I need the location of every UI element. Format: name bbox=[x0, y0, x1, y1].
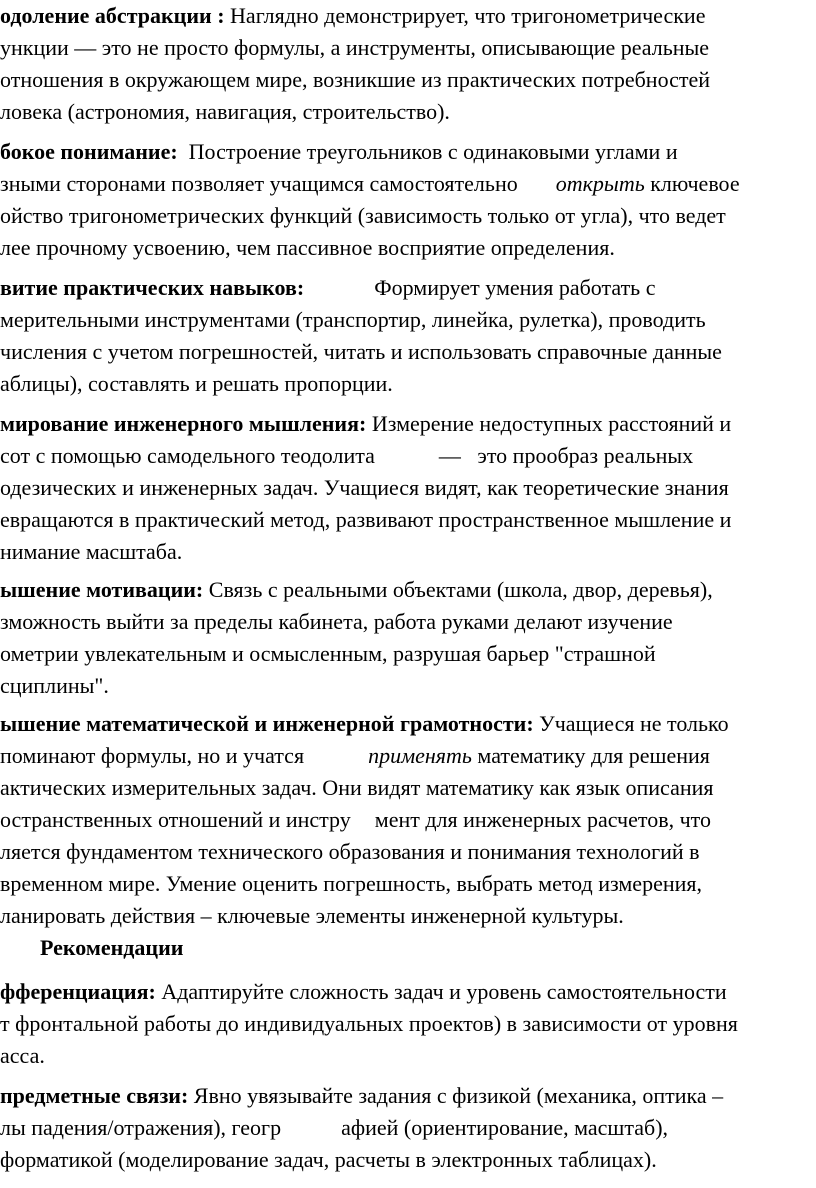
paragraph-5-line-2: зможность выйти за пределы кабинета, работа руками делают изучение bbox=[0, 609, 673, 634]
paragraph-3-line-4: аблицы), составлять и решать пропорции. bbox=[0, 371, 393, 396]
paragraph-6-line-4 bbox=[0, 804, 711, 836]
paragraph-6-line-7: ланировать действия – ключевые элементы инженерной культуры. bbox=[0, 903, 624, 928]
paragraph-4-line-3: одезических и инженерных задач. Учащиеся видят, как теоретические знания bbox=[0, 475, 729, 500]
paragraph-8-line-1 bbox=[0, 1080, 723, 1112]
paragraph-6-line-2 bbox=[0, 740, 710, 772]
section-heading: Рекомендации bbox=[40, 935, 184, 960]
paragraph-1-line-4: ловека (астрономия, навигация, строительство). bbox=[0, 99, 450, 124]
paragraph-6-text-a: поминают формулы, но и учатся bbox=[0, 743, 305, 768]
paragraph-6-line-3: актических измерительных задач. Они видят математику как язык описания bbox=[0, 775, 714, 800]
paragraph-4-line-1 bbox=[0, 408, 731, 440]
paragraph-4-line-4: евращаются в практический метод, развивают пространственное мышление и bbox=[0, 507, 732, 532]
paragraph-6-text-d: мент для инженерных расчетов, что bbox=[374, 807, 711, 832]
paragraph-2-line-3: ойство тригонометрических функций (зависимость только от угла), что ведет bbox=[0, 203, 726, 228]
paragraph-8-text-b: афией (ориентирование, масштаб), bbox=[341, 1115, 669, 1140]
paragraph-8-text: Явно увязывайте задания с физикой (механика, оптика – bbox=[188, 1083, 724, 1108]
paragraph-7-line-1 bbox=[0, 976, 727, 1008]
paragraph-6-text: Учащиеся не только bbox=[533, 711, 729, 736]
paragraph-2-line-2 bbox=[0, 168, 740, 200]
paragraph-3-line-1 bbox=[0, 272, 655, 304]
paragraph-7-term: фференциация: bbox=[0, 979, 156, 1004]
paragraph-3-line-3: числения с учетом погрешностей, читать и использовать справочные данные bbox=[0, 339, 722, 364]
paragraph-8-text-a: лы падения/отражения), геогр bbox=[0, 1115, 282, 1140]
paragraph-5-line-3: ометрии увлекательным и осмысленным, разрушая барьер "страшной bbox=[0, 641, 656, 666]
paragraph-1-term: одоление абстракции : bbox=[0, 3, 225, 28]
paragraph-5-line-4: сциплины". bbox=[0, 673, 109, 698]
paragraph-1-line-3: отношения в окружающем мире, возникшие из практических потребностей bbox=[0, 67, 711, 92]
paragraph-6-line-5: ляется фундаментом технического образования и понимания технологий в bbox=[0, 839, 700, 864]
paragraph-1-line-1 bbox=[0, 0, 705, 32]
paragraph-7-text: Адаптируйте сложность задач и уровень самостоятельности bbox=[155, 979, 727, 1004]
paragraph-6-italic: применять bbox=[368, 743, 472, 768]
paragraph-4-text-a: сот с помощью самодельного теодолита bbox=[0, 443, 375, 468]
paragraph-6-text-b: математику для решения bbox=[471, 743, 710, 768]
paragraph-8-term: предметные связи: bbox=[0, 1083, 189, 1108]
paragraph-1-text: Наглядно демонстрирует, что тригонометрические bbox=[224, 3, 706, 28]
paragraph-2-text-b: ключевое bbox=[644, 171, 740, 196]
paragraph-3-text: Формирует умения работать с bbox=[374, 275, 656, 300]
paragraph-8-line-3: форматикой (моделирование задач, расчеты в электронных таблицах). bbox=[0, 1147, 657, 1172]
paragraph-5-term: ышение мотивации: bbox=[0, 577, 204, 602]
paragraph-5-line-1 bbox=[0, 574, 713, 606]
paragraph-2-line-1 bbox=[0, 136, 678, 168]
paragraph-6-line-6: временном мире. Умение оценить погрешность, выбрать метод измерения, bbox=[0, 871, 703, 896]
paragraph-2-italic: открыть bbox=[555, 171, 645, 196]
paragraph-1-line-2: ункции — это не просто формулы, а инструменты, описывающие реальные bbox=[0, 35, 710, 60]
paragraph-4-term: мирование инженерного мышления: bbox=[0, 411, 367, 436]
paragraph-7-line-3: асса. bbox=[0, 1043, 45, 1068]
paragraph-6-line-1 bbox=[0, 708, 729, 740]
paragraph-4-line-5: нимание масштаба. bbox=[0, 539, 183, 564]
paragraph-2-term: бокое понимание: bbox=[0, 139, 178, 164]
paragraph-8-line-2 bbox=[0, 1112, 668, 1144]
paragraph-7-line-2: т фронтальной работы до индивидуальных проектов) в зависимости от уровня bbox=[0, 1011, 738, 1036]
paragraph-4-line-2 bbox=[0, 440, 693, 472]
paragraph-2-text: Построение треугольников с одинаковыми углами и bbox=[177, 139, 678, 164]
paragraph-3-line-2: мерительными инструментами (транспортир, линейка, рулетка), проводить bbox=[0, 307, 706, 332]
paragraph-5-text: Связь с реальными объектами (школа, двор, деревья), bbox=[203, 577, 713, 602]
paragraph-2-line-4: лее прочному усвоению, чем пассивное восприятие определения. bbox=[0, 235, 615, 260]
paragraph-2-text-a: зными сторонами позволяет учащимся самостоятельно bbox=[0, 171, 518, 196]
paragraph-6-term: ышение математической и инженерной грамотности: bbox=[0, 711, 534, 736]
paragraph-6-text-c: остранственных отношений и инстру bbox=[0, 807, 351, 832]
paragraph-4-text-b: — это прообраз реальных bbox=[438, 443, 694, 468]
paragraph-3-term: витие практических навыков: bbox=[0, 275, 305, 300]
paragraph-4-text: Измерение недоступных расстояний и bbox=[366, 411, 732, 436]
